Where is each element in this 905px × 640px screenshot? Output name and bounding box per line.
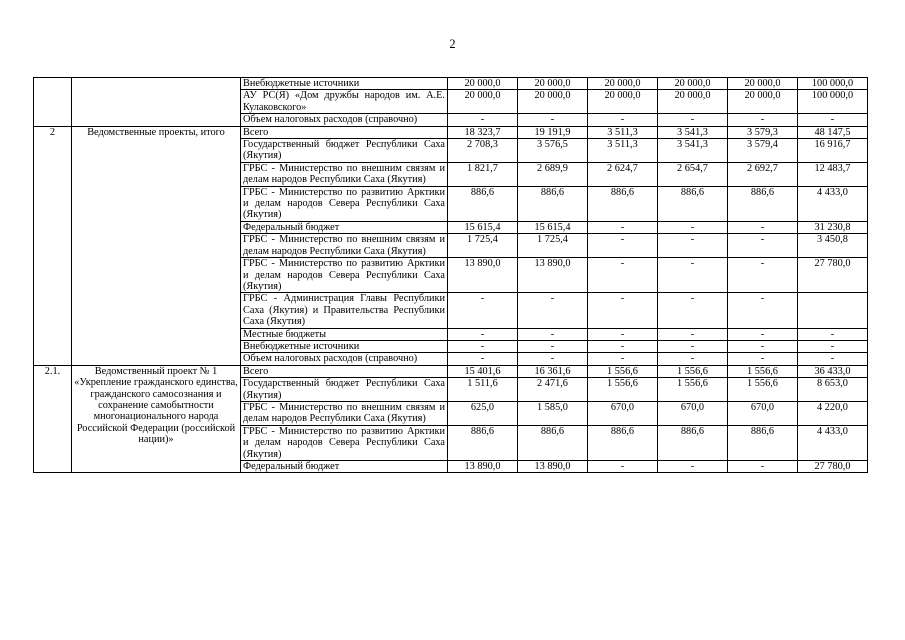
year-value-cell: - bbox=[588, 353, 658, 365]
year-value-cell: - bbox=[658, 234, 728, 258]
section-number: 2.1. bbox=[34, 365, 72, 473]
year-value-cell: 1 556,6 bbox=[658, 365, 728, 377]
total-cell bbox=[798, 293, 868, 328]
total-cell: 100 000,0 bbox=[798, 90, 868, 114]
year-value-cell: - bbox=[728, 258, 798, 293]
year-value-cell: 886,6 bbox=[448, 425, 518, 460]
year-value-cell: - bbox=[728, 293, 798, 328]
year-value-cell: - bbox=[588, 328, 658, 340]
year-value-cell: - bbox=[448, 328, 518, 340]
year-value-cell: 3 511,3 bbox=[588, 126, 658, 138]
funding-source: Всего bbox=[241, 126, 448, 138]
funding-source: Объем налоговых расходов (справочно) bbox=[241, 114, 448, 126]
year-value-cell: - bbox=[658, 340, 728, 352]
year-value-cell: 20 000,0 bbox=[518, 90, 588, 114]
year-value-cell: 1 556,6 bbox=[728, 378, 798, 402]
year-value-cell: 886,6 bbox=[588, 186, 658, 221]
year-value-cell: 670,0 bbox=[588, 401, 658, 425]
year-value-cell: 15 615,4 bbox=[448, 221, 518, 233]
year-value-cell: - bbox=[658, 258, 728, 293]
section-name: Ведомственный проект № 1 «Укрепление гражданского единства, гражданского самосознания и сохранение самобытности многонационального народа Российской Федерации (российской нации)» bbox=[72, 365, 241, 473]
total-cell: 36 433,0 bbox=[798, 365, 868, 377]
funding-source: ГРБС - Министерство по развитию Арктики и делам народов Севера Республики Саха (Якутия) bbox=[241, 258, 448, 293]
year-value-cell: - bbox=[728, 461, 798, 473]
year-value-cell: - bbox=[728, 328, 798, 340]
year-value-cell: 16 361,6 bbox=[518, 365, 588, 377]
year-value-cell: - bbox=[658, 114, 728, 126]
funding-source: ГРБС - Министерство по внешним связям и делам народов Республики Саха (Якутия) bbox=[241, 401, 448, 425]
total-cell: 27 780,0 bbox=[798, 258, 868, 293]
year-value-cell: 13 890,0 bbox=[448, 258, 518, 293]
total-cell: - bbox=[798, 353, 868, 365]
year-value-cell: 20 000,0 bbox=[728, 78, 798, 90]
year-value-cell: 886,6 bbox=[658, 425, 728, 460]
year-value-cell: 1 556,6 bbox=[658, 378, 728, 402]
funding-source: Всего bbox=[241, 365, 448, 377]
year-value-cell: - bbox=[588, 293, 658, 328]
year-value-cell: 1 725,4 bbox=[448, 234, 518, 258]
year-value-cell: - bbox=[658, 328, 728, 340]
total-cell: 4 220,0 bbox=[798, 401, 868, 425]
total-cell: 8 653,0 bbox=[798, 378, 868, 402]
year-value-cell: 3 541,3 bbox=[658, 139, 728, 163]
funding-source: Государственный бюджет Республики Саха (Якутия) bbox=[241, 139, 448, 163]
year-value-cell: 1 821,7 bbox=[448, 162, 518, 186]
section-name: Ведомственные проекты, итого bbox=[72, 126, 241, 365]
year-value-cell: - bbox=[588, 221, 658, 233]
year-value-cell: 1 585,0 bbox=[518, 401, 588, 425]
year-value-cell: - bbox=[728, 234, 798, 258]
year-value-cell: 1 556,6 bbox=[588, 365, 658, 377]
year-value-cell: 13 890,0 bbox=[448, 461, 518, 473]
funding-source: ГРБС - Администрация Главы Республики Саха (Якутия) и Правительства Республики Саха (Якутия) bbox=[241, 293, 448, 328]
year-value-cell: - bbox=[728, 340, 798, 352]
total-cell: 16 916,7 bbox=[798, 139, 868, 163]
year-value-cell: 886,6 bbox=[728, 425, 798, 460]
year-value-cell: 20 000,0 bbox=[658, 90, 728, 114]
year-value-cell: 3 579,4 bbox=[728, 139, 798, 163]
total-cell: 27 780,0 bbox=[798, 461, 868, 473]
total-cell: - bbox=[798, 328, 868, 340]
year-value-cell: - bbox=[448, 353, 518, 365]
year-value-cell: 20 000,0 bbox=[728, 90, 798, 114]
year-value-cell: 13 890,0 bbox=[518, 258, 588, 293]
funding-source: Внебюджетные источники bbox=[241, 340, 448, 352]
year-value-cell: 2 692,7 bbox=[728, 162, 798, 186]
funding-source: ГРБС - Министерство по развитию Арктики и делам народов Севера Республики Саха (Якутия) bbox=[241, 425, 448, 460]
total-cell: - bbox=[798, 114, 868, 126]
table-row bbox=[34, 365, 868, 377]
year-value-cell: 886,6 bbox=[448, 186, 518, 221]
total-cell: 31 230,8 bbox=[798, 221, 868, 233]
year-value-cell: - bbox=[448, 114, 518, 126]
funding-source: АУ РС(Я) «Дом дружбы народов им. А.Е. Кулаковского» bbox=[241, 90, 448, 114]
year-value-cell: 20 000,0 bbox=[448, 78, 518, 90]
year-value-cell: 3 576,5 bbox=[518, 139, 588, 163]
year-value-cell: 3 511,3 bbox=[588, 139, 658, 163]
section-name bbox=[72, 78, 241, 127]
total-cell: 100 000,0 bbox=[798, 78, 868, 90]
year-value-cell: - bbox=[518, 293, 588, 328]
year-value-cell: 886,6 bbox=[658, 186, 728, 221]
year-value-cell: 1 725,4 bbox=[518, 234, 588, 258]
year-value-cell: 15 615,4 bbox=[518, 221, 588, 233]
total-cell: 3 450,8 bbox=[798, 234, 868, 258]
year-value-cell: - bbox=[588, 258, 658, 293]
year-value-cell: - bbox=[588, 114, 658, 126]
year-value-cell: 3 541,3 bbox=[658, 126, 728, 138]
year-value-cell: - bbox=[588, 340, 658, 352]
year-value-cell: 1 556,6 bbox=[588, 378, 658, 402]
funding-source: Объем налоговых расходов (справочно) bbox=[241, 353, 448, 365]
year-value-cell: 2 654,7 bbox=[658, 162, 728, 186]
funding-source: Федеральный бюджет bbox=[241, 221, 448, 233]
year-value-cell: - bbox=[658, 293, 728, 328]
funding-source: Государственный бюджет Республики Саха (Якутия) bbox=[241, 378, 448, 402]
year-value-cell: - bbox=[728, 221, 798, 233]
year-value-cell: 2 689,9 bbox=[518, 162, 588, 186]
year-value-cell: 1 556,6 bbox=[728, 365, 798, 377]
year-value-cell: 15 401,6 bbox=[448, 365, 518, 377]
funding-table bbox=[33, 77, 868, 473]
total-cell: 4 433,0 bbox=[798, 186, 868, 221]
year-value-cell: 20 000,0 bbox=[448, 90, 518, 114]
year-value-cell: - bbox=[518, 353, 588, 365]
year-value-cell: - bbox=[518, 114, 588, 126]
year-value-cell: 1 511,6 bbox=[448, 378, 518, 402]
year-value-cell: 2 708,3 bbox=[448, 139, 518, 163]
total-cell: 48 147,5 bbox=[798, 126, 868, 138]
year-value-cell: - bbox=[518, 340, 588, 352]
year-value-cell: - bbox=[448, 340, 518, 352]
year-value-cell: 670,0 bbox=[658, 401, 728, 425]
year-value-cell: 886,6 bbox=[518, 186, 588, 221]
year-value-cell: 20 000,0 bbox=[658, 78, 728, 90]
year-value-cell: 886,6 bbox=[588, 425, 658, 460]
funding-source: ГРБС - Министерство по внешним связям и делам народов Республики Саха (Якутия) bbox=[241, 162, 448, 186]
funding-source: ГРБС - Министерство по внешним связям и делам народов Республики Саха (Якутия) bbox=[241, 234, 448, 258]
year-value-cell: 2 624,7 bbox=[588, 162, 658, 186]
year-value-cell: - bbox=[728, 114, 798, 126]
funding-source: Внебюджетные источники bbox=[241, 78, 448, 90]
funding-source: ГРБС - Министерство по развитию Арктики и делам народов Севера Республики Саха (Якутия) bbox=[241, 186, 448, 221]
year-value-cell: - bbox=[588, 234, 658, 258]
year-value-cell: - bbox=[588, 461, 658, 473]
year-value-cell: 886,6 bbox=[728, 186, 798, 221]
year-value-cell: 20 000,0 bbox=[518, 78, 588, 90]
section-number: 2 bbox=[34, 126, 72, 365]
year-value-cell: 625,0 bbox=[448, 401, 518, 425]
year-value-cell: 2 471,6 bbox=[518, 378, 588, 402]
total-cell: 4 433,0 bbox=[798, 425, 868, 460]
year-value-cell: - bbox=[518, 328, 588, 340]
year-value-cell: - bbox=[658, 461, 728, 473]
year-value-cell: - bbox=[728, 353, 798, 365]
table-row bbox=[34, 78, 868, 90]
year-value-cell: 20 000,0 bbox=[588, 78, 658, 90]
funding-source: Местные бюджеты bbox=[241, 328, 448, 340]
table-row bbox=[34, 126, 868, 138]
year-value-cell: 19 191,9 bbox=[518, 126, 588, 138]
year-value-cell: - bbox=[658, 353, 728, 365]
page-number: 2 bbox=[449, 37, 456, 51]
year-value-cell: 18 323,7 bbox=[448, 126, 518, 138]
year-value-cell: 886,6 bbox=[518, 425, 588, 460]
year-value-cell: 670,0 bbox=[728, 401, 798, 425]
year-value-cell: 20 000,0 bbox=[588, 90, 658, 114]
year-value-cell: 13 890,0 bbox=[518, 461, 588, 473]
section-number bbox=[34, 78, 72, 127]
funding-source: Федеральный бюджет bbox=[241, 461, 448, 473]
year-value-cell: - bbox=[658, 221, 728, 233]
total-cell: - bbox=[798, 340, 868, 352]
year-value-cell: 3 579,3 bbox=[728, 126, 798, 138]
total-cell: 12 483,7 bbox=[798, 162, 868, 186]
year-value-cell: - bbox=[448, 293, 518, 328]
